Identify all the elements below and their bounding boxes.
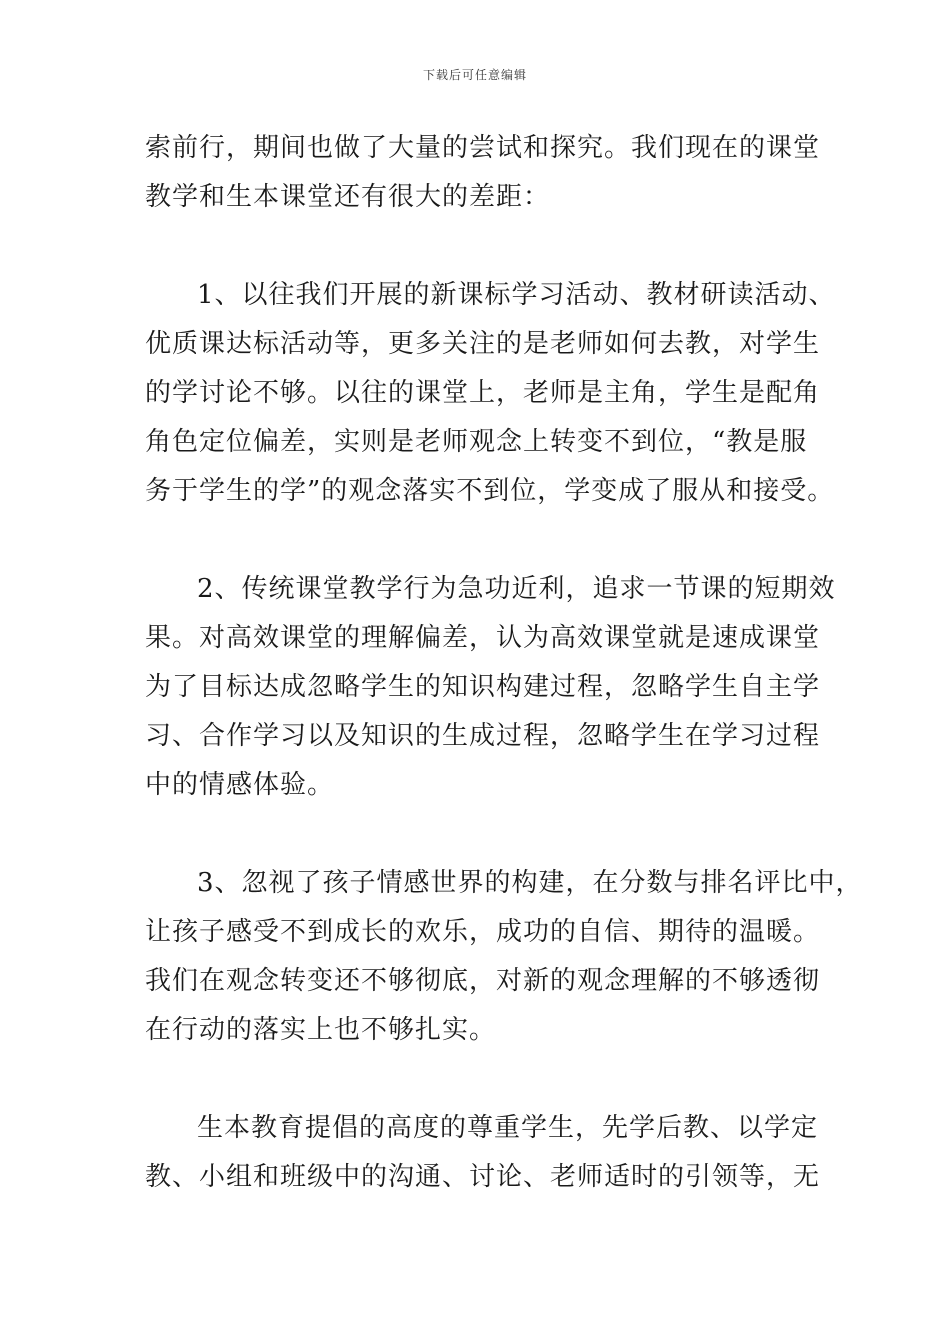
paragraph-gap (145, 516, 815, 565)
intro-line-2: 教学和生本课堂还有很大的差距： (145, 182, 551, 212)
paragraph-3-line-1: 3、忽视了孩子情感世界的构建，在分数与排名评比中， (197, 868, 863, 898)
paragraph-1-line-4: 角色定位偏差，实则是老师观念上转变不到位，“教是服 (145, 427, 808, 457)
paragraph-4-line-2: 教、小组和班级中的沟通、讨论、老师适时的引领等，无 (145, 1162, 821, 1192)
paragraph-2-line-3: 为了目标达成忽略学生的知识构建过程，忽略学生自主学 (145, 672, 821, 702)
paragraph-3-line-4: 在行动的落实上也不够扎实。 (145, 1015, 497, 1045)
page-header-note: 下载后可任意编辑 (422, 68, 527, 82)
paragraph-2-line-4: 习、合作学习以及知识的生成过程，忽略学生在学习过程 (145, 721, 821, 751)
paragraph-1-line-3: 的学讨论不够。以往的课堂上，老师是主角，学生是配角 (145, 378, 821, 408)
document-body (145, 124, 863, 1202)
paragraph-2-line-2: 果。对高效课堂的理解偏差，认为高效课堂就是速成课堂 (145, 623, 821, 653)
paragraph-gap (145, 1055, 815, 1104)
paragraph-1-line-2: 优质课达标活动等，更多关注的是老师如何去教，对学生 (145, 329, 821, 359)
paragraph-2-line-1: 2、传统课堂教学行为急功近利，追求一节课的短期效 (197, 574, 836, 604)
paragraph-3-line-2: 让孩子感受不到成长的欢乐，成功的自信、期待的温暖。 (145, 917, 821, 947)
paragraph-4-line-1: 生本教育提倡的高度的尊重学生，先学后教、以学定 (197, 1113, 819, 1143)
paragraph-1-line-1: 1、以往我们开展的新课标学习活动、教材研读活动、 (197, 280, 836, 310)
paragraph-gap (145, 810, 815, 859)
paragraph-2-line-5: 中的情感体验。 (145, 770, 335, 800)
paragraph-1-line-5: 务于学生的学”的观念落实不到位，学变成了服从和接受。 (145, 476, 835, 506)
paragraph-3-line-3: 我们在观念转变还不够彻底，对新的观念理解的不够透彻 (145, 966, 821, 996)
paragraph-gap (145, 222, 815, 271)
intro-line-1: 索前行，期间也做了大量的尝试和探究。我们现在的课堂 (145, 133, 821, 163)
